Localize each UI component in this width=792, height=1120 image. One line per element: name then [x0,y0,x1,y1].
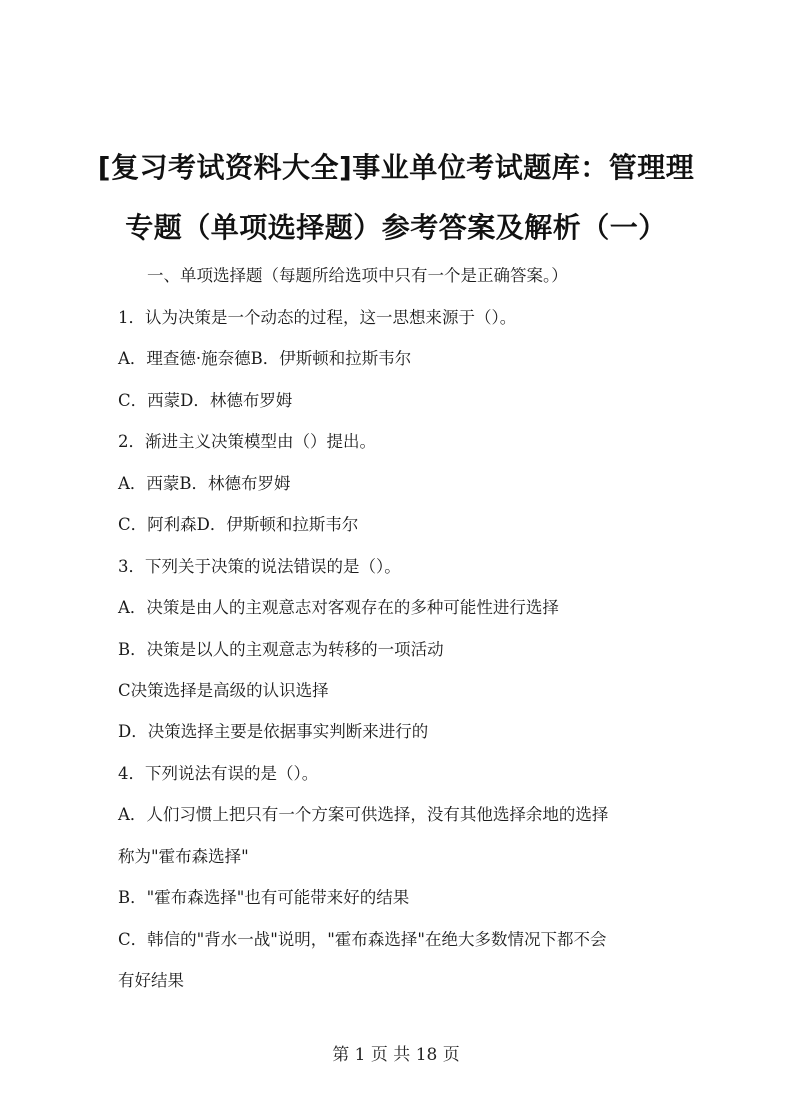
question-4-option-c: C．韩信的"背水一战"说明，"霍布森选择"在绝大多数情况下都不会 [118,930,607,949]
question-1-options-cd: C．西蒙D．林德布罗姆 [118,391,293,410]
question-2-options-ab: A．西蒙B．林德布罗姆 [118,474,291,493]
page-footer: 第 1 页 共 18 页 [332,1045,460,1065]
question-3: 3．下列关于决策的说法错误的是（）。 [118,557,401,576]
question-4-option-c-continued: 有好结果 [118,971,184,990]
question-1-options-ab: A．理查德·施奈德B．伊斯顿和拉斯韦尔 [118,349,412,368]
question-4-option-a-continued: 称为"霍布森选择" [118,847,249,866]
document-title-line-1: [复习考试资料大全]事业单位考试题库：管理理 [97,151,695,184]
question-4: 4．下列说法有误的是（）。 [118,764,319,783]
question-3-option-d: D．决策选择主要是依据事实判断来进行的 [118,722,429,741]
question-3-option-c: C决策选择是高级的认识选择 [118,681,329,700]
question-3-option-a: A．决策是由人的主观意志对客观存在的多种可能性进行选择 [118,598,559,617]
question-4-option-b: B．"霍布森选择"也有可能带来好的结果 [118,888,410,907]
document-title-line-2: 专题（单项选择题）参考答案及解析（一） [125,211,667,244]
question-2: 2．渐进主义决策模型由（）提出。 [118,432,376,451]
question-4-option-a: A．人们习惯上把只有一个方案可供选择，没有其他选择余地的选择 [118,805,609,824]
question-2-options-cd: C．阿利森D．伊斯顿和拉斯韦尔 [118,515,359,534]
question-3-option-b: B．决策是以人的主观意志为转移的一项活动 [118,640,444,659]
question-1: 1．认为决策是一个动态的过程，这一思想来源于（）。 [118,308,517,327]
section-heading: 一、单项选择题（每题所给选项中只有一个是正确答案。） [147,266,568,285]
